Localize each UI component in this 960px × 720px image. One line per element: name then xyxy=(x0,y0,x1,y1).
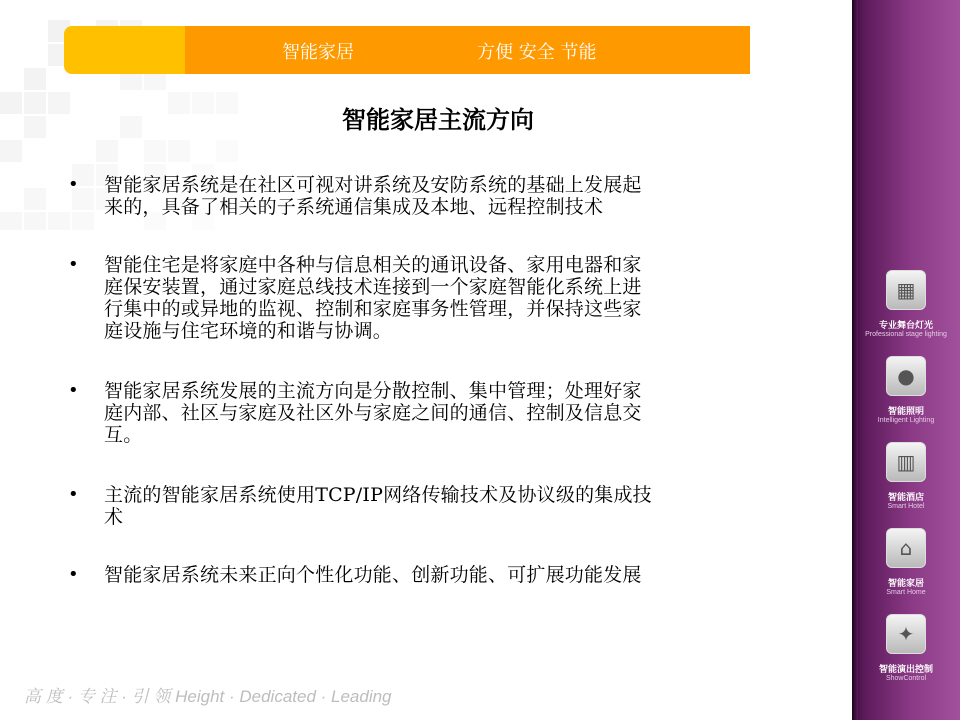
sidebar-item-label: 智能酒店 xyxy=(887,493,924,503)
bullet-item xyxy=(66,484,786,528)
stage-lighting-icon: ▦ xyxy=(886,270,926,310)
header-bar xyxy=(64,26,750,74)
bullet-item xyxy=(66,564,786,586)
header-right-text: 方便 安全 节能 xyxy=(477,42,597,63)
sidebar-item-smart-home[interactable] xyxy=(852,528,960,596)
bullet-line: 行集中的或异地的监视、控制和家庭事务性管理，并保持这些家 xyxy=(104,298,642,320)
sidebar-item-sublabel: Intelligent Lighting xyxy=(877,417,935,424)
bullet-line: 互。 xyxy=(104,424,143,446)
bullet-item xyxy=(66,174,786,218)
grid-square xyxy=(0,212,22,230)
bullet-item xyxy=(66,380,786,446)
bullet-text xyxy=(104,254,776,342)
bullet-line: 主流的智能家居系统使用TCP/IP网络传输技术及协议级的集成技 xyxy=(104,484,652,506)
bullet-dot: • xyxy=(68,174,79,195)
bullet-line: 智能住宅是将家庭中各种与信息相关的通讯设备、家用电器和家 xyxy=(104,254,642,276)
bullet-text xyxy=(104,380,776,446)
sidebar-item-label: 智能照明 xyxy=(887,407,924,417)
header-left-text: 智能家居 xyxy=(282,42,354,63)
sidebar-item-intelligent-lighting[interactable] xyxy=(852,356,960,424)
sidebar-item-sublabel: Smart Home xyxy=(886,589,926,596)
bullet-line: 来的，具备了相关的子系统通信集成及本地、远程控制技术 xyxy=(104,196,604,218)
footer-slogan: 高 度 · 专 注 · 引 领 Height · Dedicated · Leading xyxy=(24,687,392,706)
grid-square xyxy=(24,68,46,90)
show-control-icon: ✦ xyxy=(886,614,926,654)
sidebar-item-label: 智能演出控制 xyxy=(878,665,933,675)
bullet-text xyxy=(104,564,776,586)
sidebar-item-label: 专业舞台灯光 xyxy=(878,321,933,331)
grid-square xyxy=(96,140,118,162)
sidebar-item-stage-lighting[interactable] xyxy=(852,270,960,338)
sidebar-item-show-control[interactable] xyxy=(852,614,960,682)
bullet-line: 术 xyxy=(104,506,124,528)
grid-square xyxy=(216,140,238,162)
bullet-line: 庭保安装置，通过家庭总线技术连接到一个家庭智能化系统上进 xyxy=(104,276,642,298)
header-orange-block xyxy=(185,26,750,74)
bullet-line: 庭内部、社区与家庭及社区外与家庭之间的通信、控制及信息交 xyxy=(104,402,642,424)
grid-square xyxy=(24,212,46,230)
sidebar-item-label: 智能家居 xyxy=(887,579,924,589)
bullet-item xyxy=(66,254,786,342)
bullet-dot: • xyxy=(68,564,79,585)
bullet-dot: • xyxy=(68,380,79,401)
bullet-dot: • xyxy=(68,254,79,275)
bullet-text xyxy=(104,484,776,528)
sidebar-item-sublabel: ShowControl xyxy=(885,675,927,682)
grid-square xyxy=(24,188,46,210)
grid-square xyxy=(144,140,166,162)
grid-square xyxy=(168,140,190,162)
light-bulb-icon: ● xyxy=(886,356,926,396)
bullet-line: 智能家居系统未来正向个性化功能、创新功能、可扩展功能发展 xyxy=(104,564,642,586)
grid-square xyxy=(0,140,22,162)
sidebar-item-smart-hotel[interactable] xyxy=(852,442,960,510)
sidebar-item-sublabel: Smart Hotel xyxy=(887,503,925,510)
header-yellow-block xyxy=(64,26,185,74)
sidebar-item-sublabel: Professional stage lighting xyxy=(865,331,947,338)
hotel-icon: ▥ xyxy=(886,442,926,482)
bullet-line: 智能家居系统发展的主流方向是分散控制、集中管理；处理好家 xyxy=(104,380,642,402)
bullet-line: 智能家居系统是在社区可视对讲系统及安防系统的基础上发展起 xyxy=(104,174,642,196)
slide-title: 智能家居主流方向 xyxy=(342,106,534,134)
bullet-text xyxy=(104,174,776,218)
home-icon: ⌂ xyxy=(886,528,926,568)
bullet-line: 庭设施与住宅环境的和谐与协调。 xyxy=(104,320,393,342)
bullet-dot: • xyxy=(68,484,79,505)
right-sidebar xyxy=(852,0,960,720)
